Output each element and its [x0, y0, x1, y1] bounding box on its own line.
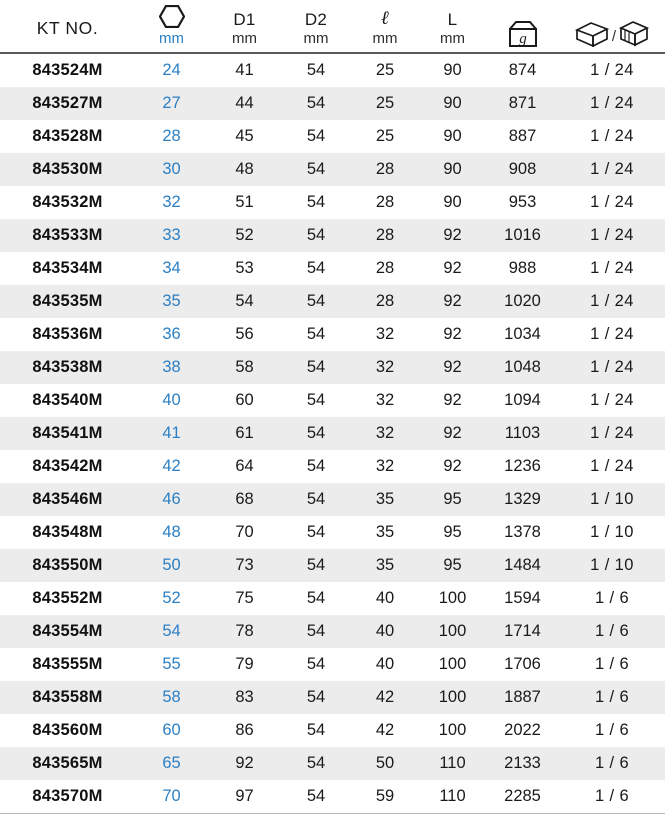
table-row [0, 516, 665, 549]
cell-d2: 54 [281, 318, 351, 351]
cell-l: 40 [351, 582, 419, 615]
cell-d1: 54 [208, 285, 281, 318]
cell-d2: 54 [281, 483, 351, 516]
cell-mm: 55 [135, 648, 208, 681]
hex-socket-icon [159, 4, 185, 28]
cell-g: 988 [486, 252, 559, 285]
cell-L: 110 [419, 747, 486, 780]
cell-mm: 35 [135, 285, 208, 318]
cell-d1: 86 [208, 714, 281, 747]
cell-d2: 54 [281, 120, 351, 153]
cell-l: 25 [351, 120, 419, 153]
table-row [0, 186, 665, 219]
table-row [0, 450, 665, 483]
cell-mm: 30 [135, 153, 208, 186]
column-header-packaging [559, 0, 665, 53]
column-header-small-l-unit: mm [372, 30, 398, 47]
cell-kt: 843546M [0, 483, 135, 516]
column-header-d2 [281, 0, 351, 53]
cell-d1: 53 [208, 252, 281, 285]
svg-text:g: g [518, 30, 527, 47]
cell-d1: 61 [208, 417, 281, 450]
cell-d1: 60 [208, 384, 281, 417]
table-row [0, 252, 665, 285]
table-row [0, 681, 665, 714]
cell-pack: 1 / 6 [559, 615, 665, 648]
table-row [0, 384, 665, 417]
column-header-large-l-label: L [447, 10, 458, 30]
open-box-icon [575, 21, 609, 47]
cell-pack: 1 / 24 [559, 417, 665, 450]
cell-g: 874 [486, 53, 559, 87]
cell-mm: 60 [135, 714, 208, 747]
cell-L: 90 [419, 186, 486, 219]
table-row [0, 87, 665, 120]
cell-L: 92 [419, 450, 486, 483]
cell-l: 28 [351, 252, 419, 285]
table-row [0, 351, 665, 384]
column-header-d1 [208, 0, 281, 53]
cell-d2: 54 [281, 186, 351, 219]
cell-mm: 52 [135, 582, 208, 615]
column-header-hex-unit: mm [159, 30, 184, 47]
column-header-d1-unit: mm [232, 30, 257, 47]
box-packaging-icon [575, 21, 649, 47]
cell-mm: 27 [135, 87, 208, 120]
cell-d2: 54 [281, 582, 351, 615]
cell-kt: 843555M [0, 648, 135, 681]
cell-kt: 843552M [0, 582, 135, 615]
table-row [0, 153, 665, 186]
cell-pack: 1 / 24 [559, 351, 665, 384]
table-row [0, 120, 665, 153]
cell-kt: 843530M [0, 153, 135, 186]
column-header-kt-no [0, 0, 135, 53]
cell-pack: 1 / 24 [559, 87, 665, 120]
cell-g: 887 [486, 120, 559, 153]
column-header-weight [486, 0, 559, 53]
table-row [0, 714, 665, 747]
column-header-small-l-label: ℓ [380, 8, 390, 30]
cell-pack: 1 / 6 [559, 714, 665, 747]
cell-mm: 65 [135, 747, 208, 780]
cell-L: 90 [419, 153, 486, 186]
cell-kt: 843548M [0, 516, 135, 549]
cell-l: 32 [351, 450, 419, 483]
cell-mm: 28 [135, 120, 208, 153]
table-row [0, 549, 665, 582]
cell-kt: 843532M [0, 186, 135, 219]
cell-g: 1887 [486, 681, 559, 714]
cell-d1: 79 [208, 648, 281, 681]
cell-pack: 1 / 24 [559, 219, 665, 252]
cell-d2: 54 [281, 252, 351, 285]
cell-L: 95 [419, 516, 486, 549]
cell-kt: 843528M [0, 120, 135, 153]
cell-kt: 843527M [0, 87, 135, 120]
cell-pack: 1 / 6 [559, 648, 665, 681]
scale-weight-icon [506, 22, 540, 46]
cell-L: 100 [419, 582, 486, 615]
cell-d1: 44 [208, 87, 281, 120]
cell-d2: 54 [281, 516, 351, 549]
table-row [0, 285, 665, 318]
cell-l: 28 [351, 153, 419, 186]
cell-g: 1714 [486, 615, 559, 648]
cell-L: 92 [419, 351, 486, 384]
cell-L: 92 [419, 417, 486, 450]
cell-kt: 843536M [0, 318, 135, 351]
cell-L: 110 [419, 780, 486, 814]
cell-l: 25 [351, 87, 419, 120]
cell-g: 1594 [486, 582, 559, 615]
column-header-large-l-unit: mm [440, 30, 465, 47]
table-header [0, 0, 665, 53]
cell-g: 1016 [486, 219, 559, 252]
cell-pack: 1 / 6 [559, 780, 665, 814]
cell-d1: 48 [208, 153, 281, 186]
cell-mm: 40 [135, 384, 208, 417]
table-row [0, 780, 665, 814]
cell-d1: 51 [208, 186, 281, 219]
cell-mm: 70 [135, 780, 208, 814]
cell-d1: 68 [208, 483, 281, 516]
table-row [0, 582, 665, 615]
column-header-hex-size [135, 0, 208, 53]
cell-d1: 97 [208, 780, 281, 814]
cell-mm: 48 [135, 516, 208, 549]
cell-pack: 1 / 10 [559, 516, 665, 549]
column-header-small-l [351, 0, 419, 53]
column-header-kt-no-label: KT NO. [36, 18, 99, 39]
cell-L: 100 [419, 648, 486, 681]
cell-d2: 54 [281, 681, 351, 714]
cell-L: 90 [419, 53, 486, 87]
cell-d2: 54 [281, 87, 351, 120]
cell-pack: 1 / 24 [559, 53, 665, 87]
cell-pack: 1 / 6 [559, 582, 665, 615]
cell-d2: 54 [281, 384, 351, 417]
cell-kt: 843524M [0, 53, 135, 87]
cell-mm: 41 [135, 417, 208, 450]
cell-d2: 54 [281, 153, 351, 186]
column-header-d2-unit: mm [303, 30, 329, 47]
cell-d1: 58 [208, 351, 281, 384]
cell-l: 28 [351, 186, 419, 219]
cell-d2: 54 [281, 549, 351, 582]
cell-g: 2133 [486, 747, 559, 780]
cell-l: 25 [351, 53, 419, 87]
cell-L: 92 [419, 252, 486, 285]
cell-mm: 58 [135, 681, 208, 714]
cell-d1: 64 [208, 450, 281, 483]
cell-mm: 36 [135, 318, 208, 351]
cell-d1: 41 [208, 53, 281, 87]
column-header-d1-label: D1 [233, 10, 256, 30]
cell-g: 953 [486, 186, 559, 219]
cell-kt: 843535M [0, 285, 135, 318]
cell-L: 100 [419, 615, 486, 648]
cell-kt: 843538M [0, 351, 135, 384]
cell-kt: 843554M [0, 615, 135, 648]
cell-d2: 54 [281, 351, 351, 384]
cell-l: 35 [351, 516, 419, 549]
table-header-row [0, 0, 665, 53]
cell-pack: 1 / 6 [559, 681, 665, 714]
cell-L: 100 [419, 681, 486, 714]
cell-d1: 75 [208, 582, 281, 615]
cell-d1: 70 [208, 516, 281, 549]
cell-l: 42 [351, 714, 419, 747]
cell-g: 1020 [486, 285, 559, 318]
cell-g: 1236 [486, 450, 559, 483]
cell-l: 32 [351, 384, 419, 417]
cell-pack: 1 / 24 [559, 252, 665, 285]
cell-l: 28 [351, 219, 419, 252]
cell-l: 35 [351, 483, 419, 516]
cell-kt: 843540M [0, 384, 135, 417]
table-row [0, 615, 665, 648]
cell-l: 50 [351, 747, 419, 780]
packaging-separator: / [611, 28, 617, 45]
cell-g: 1094 [486, 384, 559, 417]
cell-l: 40 [351, 615, 419, 648]
cell-L: 90 [419, 120, 486, 153]
cell-L: 92 [419, 219, 486, 252]
cell-pack: 1 / 10 [559, 483, 665, 516]
cell-kt: 843558M [0, 681, 135, 714]
column-header-d2-label: D2 [304, 10, 328, 30]
cell-kt: 843534M [0, 252, 135, 285]
cell-d2: 54 [281, 747, 351, 780]
table-row [0, 318, 665, 351]
cell-mm: 24 [135, 53, 208, 87]
cell-kt: 843542M [0, 450, 135, 483]
cell-d1: 45 [208, 120, 281, 153]
cell-d1: 52 [208, 219, 281, 252]
cell-L: 95 [419, 483, 486, 516]
cell-l: 35 [351, 549, 419, 582]
cell-kt: 843560M [0, 714, 135, 747]
cell-L: 92 [419, 318, 486, 351]
cell-g: 1103 [486, 417, 559, 450]
cell-l: 40 [351, 648, 419, 681]
cell-pack: 1 / 10 [559, 549, 665, 582]
cell-d1: 73 [208, 549, 281, 582]
table-row [0, 747, 665, 780]
cell-L: 92 [419, 285, 486, 318]
cell-l: 42 [351, 681, 419, 714]
cell-l: 32 [351, 318, 419, 351]
cell-kt: 843550M [0, 549, 135, 582]
cell-d1: 78 [208, 615, 281, 648]
cell-d1: 56 [208, 318, 281, 351]
table-row [0, 648, 665, 681]
cell-pack: 1 / 24 [559, 186, 665, 219]
cell-g: 1034 [486, 318, 559, 351]
cell-g: 2022 [486, 714, 559, 747]
cell-g: 2285 [486, 780, 559, 814]
cell-kt: 843570M [0, 780, 135, 814]
cell-pack: 1 / 24 [559, 318, 665, 351]
cell-g: 908 [486, 153, 559, 186]
cell-l: 28 [351, 285, 419, 318]
cell-mm: 50 [135, 549, 208, 582]
cell-pack: 1 / 6 [559, 747, 665, 780]
cell-L: 95 [419, 549, 486, 582]
cell-d2: 54 [281, 615, 351, 648]
cell-pack: 1 / 24 [559, 384, 665, 417]
cell-g: 1048 [486, 351, 559, 384]
cell-g: 871 [486, 87, 559, 120]
cell-d2: 54 [281, 450, 351, 483]
cell-kt: 843533M [0, 219, 135, 252]
cell-d2: 54 [281, 648, 351, 681]
cell-kt: 843565M [0, 747, 135, 780]
table-row [0, 483, 665, 516]
cell-g: 1329 [486, 483, 559, 516]
cell-mm: 32 [135, 186, 208, 219]
cell-L: 92 [419, 384, 486, 417]
cell-mm: 34 [135, 252, 208, 285]
cell-d1: 83 [208, 681, 281, 714]
cell-pack: 1 / 24 [559, 285, 665, 318]
cell-mm: 38 [135, 351, 208, 384]
table-row [0, 53, 665, 87]
cell-mm: 33 [135, 219, 208, 252]
table-row [0, 219, 665, 252]
cell-g: 1378 [486, 516, 559, 549]
cell-d2: 54 [281, 285, 351, 318]
cell-d1: 92 [208, 747, 281, 780]
cell-d2: 54 [281, 53, 351, 87]
cell-l: 32 [351, 351, 419, 384]
cell-l: 32 [351, 417, 419, 450]
cell-d2: 54 [281, 417, 351, 450]
cell-g: 1706 [486, 648, 559, 681]
cell-mm: 54 [135, 615, 208, 648]
cell-l: 59 [351, 780, 419, 814]
cell-L: 100 [419, 714, 486, 747]
carton-box-icon [619, 21, 649, 47]
cell-kt: 843541M [0, 417, 135, 450]
cell-mm: 42 [135, 450, 208, 483]
cell-pack: 1 / 24 [559, 120, 665, 153]
cell-g: 1484 [486, 549, 559, 582]
cell-d2: 54 [281, 780, 351, 814]
table-body [0, 53, 665, 814]
table-row [0, 417, 665, 450]
cell-d2: 54 [281, 714, 351, 747]
cell-d2: 54 [281, 219, 351, 252]
cell-mm: 46 [135, 483, 208, 516]
column-header-large-l [419, 0, 486, 53]
cell-L: 90 [419, 87, 486, 120]
cell-pack: 1 / 24 [559, 153, 665, 186]
cell-pack: 1 / 24 [559, 450, 665, 483]
